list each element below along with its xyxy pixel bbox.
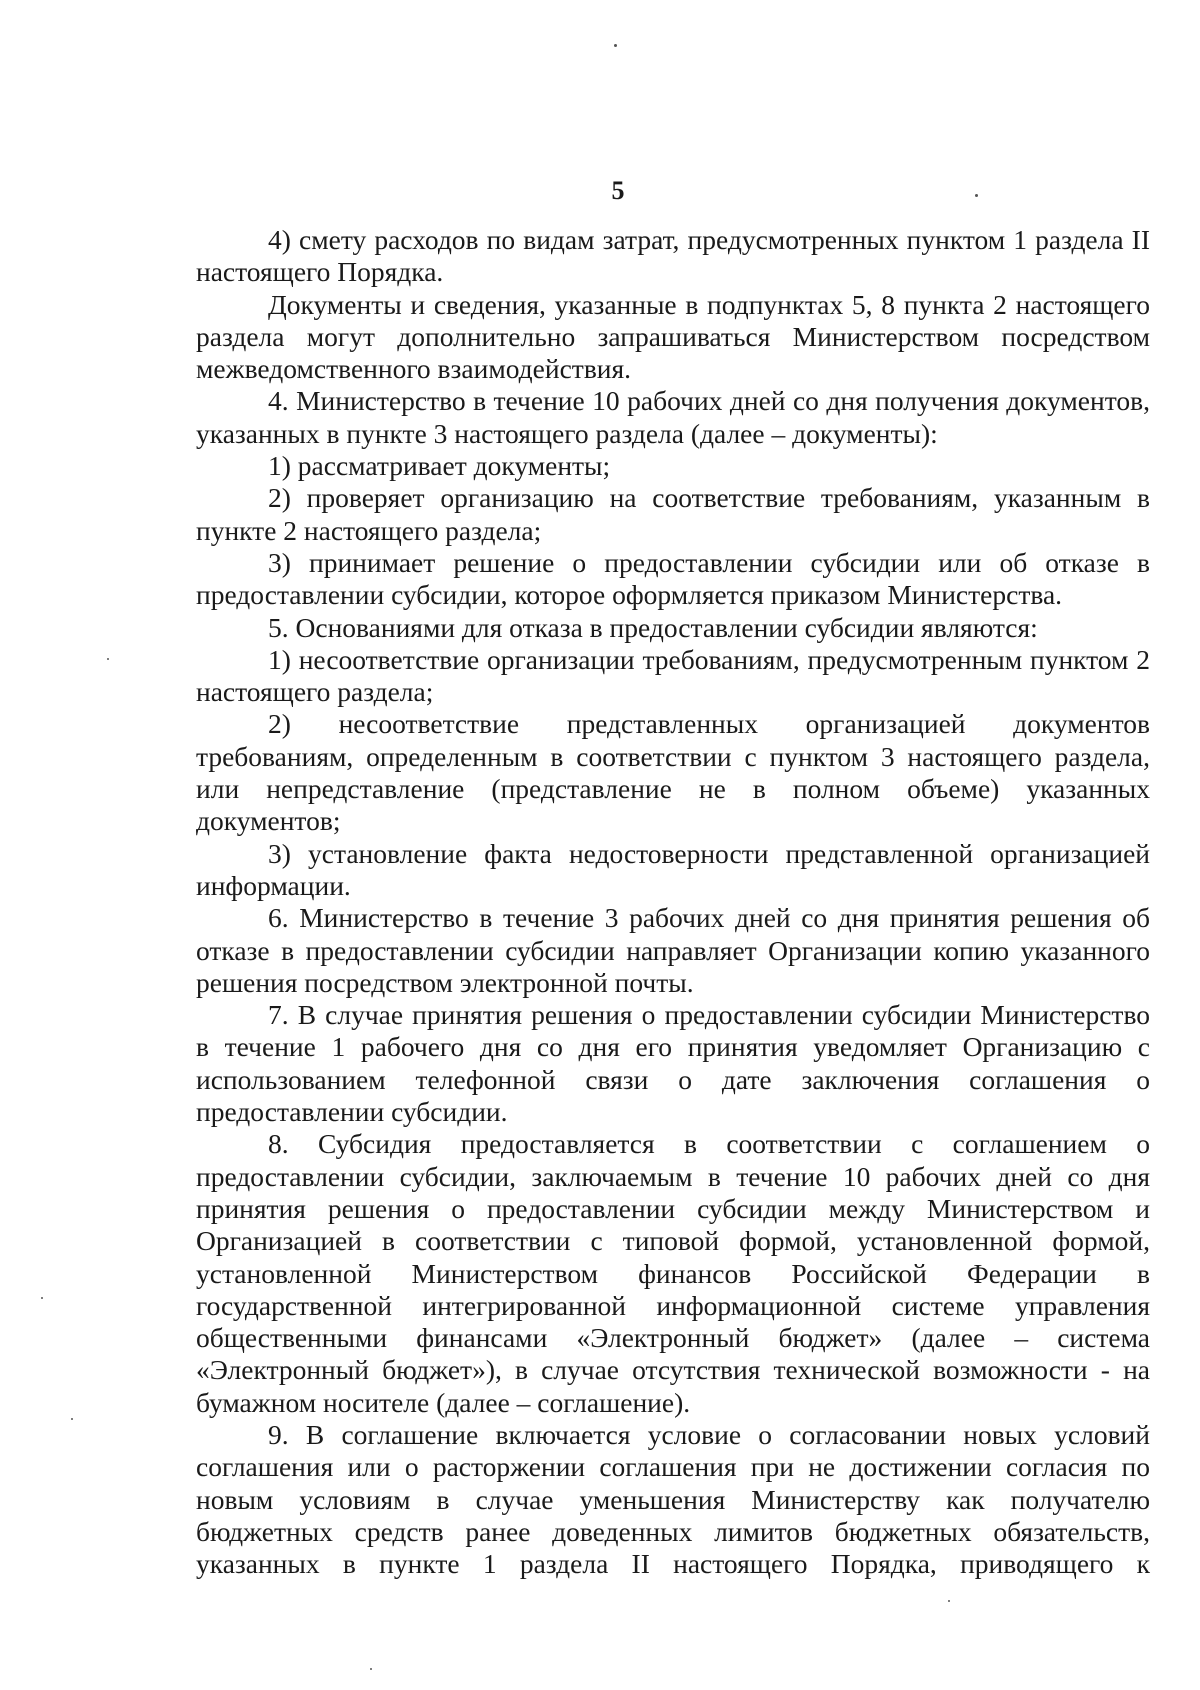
paragraph-clause-7: 7. В случае принятия решения о предоставлении субсидии Министерство в течение 1 рабочего дня со дня его принятия уведомляет Организацию с использованием телефонной связи о дате заключения соглашения о предоставлении субсидии. (196, 999, 1150, 1128)
scan-speck (614, 44, 617, 47)
paragraph-item-4-cost-estimate: 4) смету расходов по видам затрат, предусмотренных пунктом 1 раздела II настоящего Порядка. (196, 224, 1150, 288)
paragraph-clause-8: 8. Субсидия предоставляется в соответствии с соглашением о предоставлении субсидии, заключаемым в течение 10 рабочих дней со дня принятия решения о предоставлении субсидии между Министерством и Организацией в соответствии с типовой формой, установленной формой, установленной Министерством финансов Российской Федерации в государственной интегрированной информационной системе управления общественными финансами «Электронный бюджет» (далее – система «Электронный бюджет»), в случае отсутствия технической возможности - на бумажном носителе (далее – соглашение). (196, 1128, 1150, 1418)
paragraph-clause-5-1: 1) несоответствие организации требованиям, предусмотренным пунктом 2 настоящего раздела; (196, 643, 1150, 708)
paragraph-clause-5-3: 3) установление факта недостоверности представленной организацией информации. (196, 837, 1150, 901)
paragraph-clause-9: 9. В соглашение включается условие о согласовании новых условий соглашения или о расторжении соглашения при не достижении согласия по новым условиям в случае уменьшения Министерству как получателю бюджетных средств ранее доведенных лимитов бюджетных обязательств, указанных в пункте 1 раздела II настоящего Порядка, приводящего к (196, 1418, 1150, 1580)
scan-speck (41, 1297, 43, 1299)
scan-speck (107, 658, 109, 660)
paragraph-documents-requested: Документы и сведения, указанные в подпунктах 5, 8 пункта 2 настоящего раздела могут дополнительно запрашиваться Министерством посредством межведомственного взаимодействия. (196, 288, 1150, 385)
scan-speck (370, 1668, 372, 1670)
paragraph-clause-4-1: 1) рассматривает документы; (268, 450, 611, 482)
paragraph-clause-5: 5. Основаниями для отказа в предоставлении субсидии являются: (268, 611, 1038, 643)
paragraph-clause-5-2: 2) несоответствие представленных организацией документов требованиям, определенным в соответствии с пунктом 3 настоящего раздела, или непредставление (представление не в полном объеме) указанных документов; (196, 708, 1150, 837)
scan-speck (948, 1600, 950, 1602)
document-text (196, 224, 1150, 1580)
paragraph-clause-4-3: 3) принимает решение о предоставлении субсидии или об отказе в предоставлении субсидии, которое оформляется приказом Министерства. (196, 546, 1150, 611)
paragraph-clause-4-2: 2) проверяет организацию на соответствие требованиям, указанным в пункте 2 настоящего раздела; (196, 482, 1150, 546)
paragraph-clause-6: 6. Министерство в течение 3 рабочих дней со дня принятия решения об отказе в предоставлении субсидии направляет Организации копию указанного решения посредством электронной почты. (196, 902, 1150, 998)
scan-speck (71, 1418, 73, 1420)
page-number: 5 (611, 176, 625, 205)
paragraph-clause-4: 4. Министерство в течение 10 рабочих дней со дня получения документов, указанных в пункте 3 настоящего раздела (далее – документы): (196, 385, 1150, 449)
